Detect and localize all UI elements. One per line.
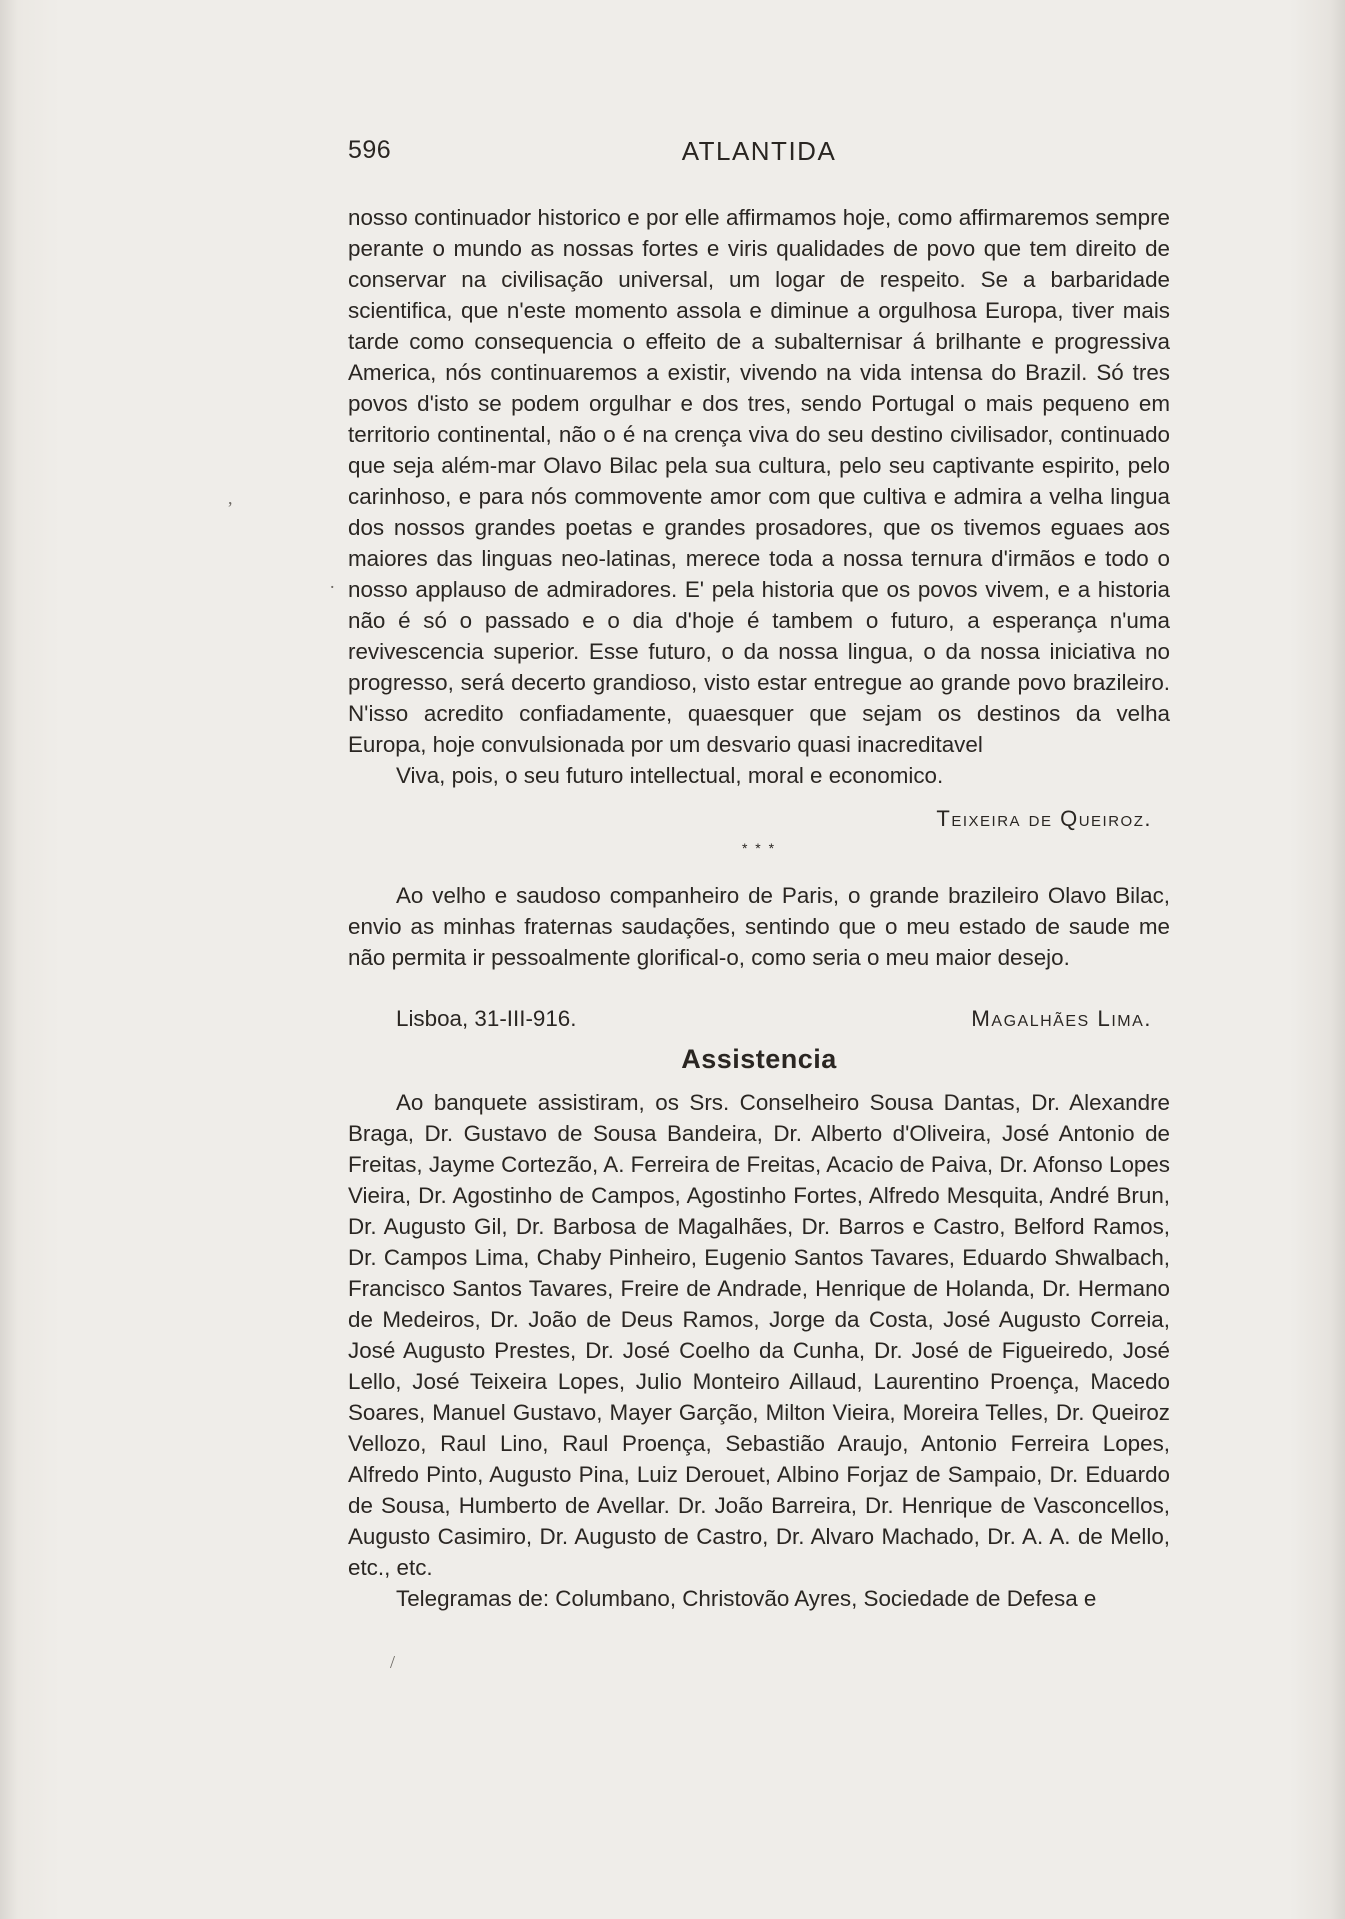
letter1-closing: Viva, pois, o seu futuro intellectual, moral e economico. (396, 763, 944, 788)
place-date: Lisboa, 31-III-916. (396, 1006, 577, 1031)
letter2-paragraph: Ao velho e saudoso companheiro de Paris, o grande brazileiro Olavo Bilac, envio as minhas fraternas saudações, sentindo que o meu estado de saude me não permita ir pessoalmente glorifical-o, como seria o meu maior desejo. (348, 883, 1170, 970)
print-speck: / (390, 1652, 396, 1672)
print-speck: , (228, 488, 233, 508)
running-title: ATLANTIDA (681, 136, 837, 166)
page-number: 596 (348, 136, 392, 164)
attendees-paragraph: Ao banquete assistiram, os Srs. Conselheiro Sousa Dantas, Dr. Alexandre Braga, Dr. Gustavo de Sousa Bandeira, Dr. Alberto d'Oliveira, José Antonio de Freitas, Jayme Cortezão, A. Ferreira de Freitas, Acacio de Paiva, Dr. Afonso Lopes Vieira, Dr. Agostinho de Campos, Agostinho Fortes, Alfredo Mesquita, André Brun, Dr. Augusto Gil, Dr. Barbosa de Magalhães, Dr. Barros e Castro, Belford Ramos, Dr. Campos Lima, Chaby Pinheiro, Eugenio Santos Tavares, Eduardo Shwalbach, Francisco Santos Tavares, Freire de Andrade, Henrique de Holanda, Dr. Hermano de Medeiros, Dr. João de Deus Ramos, Jorge da Costa, José Augusto Correia, José Augusto Prestes, Dr. José Coelho da Cunha, Dr. José de Figueiredo, José Lello, José Teixeira Lopes, Julio Monteiro Aillaud, Laurentino Proença, Macedo Soares, Manuel Gustavo, Mayer Garção, Milton Vieira, Moreira Telles, Dr. Queiroz Vellozo, Raul Lino, Raul Proença, Sebastião Araujo, Antonio Ferreira Lopes, Alfredo Pinto, Augusto Pina, Luiz Derouet, Albino Forjaz de Sampaio, Dr. Eduardo de Sousa, Humberto de Avellar. Dr. João Barreira, Dr. Henrique de Vasconcellos, Augusto Casimiro, Dr. Augusto de Castro, Dr. Alvaro Machado, Dr. A. A. de Mello, etc., etc. (348, 1090, 1170, 1580)
telegrams-paragraph: Telegramas de: Columbano, Christovão Ayres, Sociedade de Defesa e (396, 1586, 1097, 1611)
signature-magalhaes: Magalhães Lima. (971, 1006, 1152, 1031)
letter1-paragraph: nosso continuador historico e por elle affirmamos hoje, como affirmaremos sempre perante o mundo as nossas fortes e viris qualidades de povo que tem direito de conservar na civilisação universal, um logar de respeito. Se a barbaridade scientifica, que n'este momento assola e diminue a orgulhosa Europa, tiver mais tarde como consequencia o effeito de a subalternisar á brilhante e progressiva America, nós continuaremos a existir, vivendo na vida intensa do Brazil. Só tres povos d'isto se podem orgulhar e dos tres, sendo Portugal o mais pequeno em territorio continental, não o é na crença viva do seu destino civilisador, continuado que seja além-mar Olavo Bilac pela sua cultura, pelo seu captivante espirito, pelo carinhoso, e para nós commovente amor com que cultiva e admira a velha lingua dos nossos grandes poetas e grandes prosadores, que os tivemos eguaes aos maiores das linguas neo-latinas, merece toda a nossa ternura d'irmãos e todo o nosso applauso de admiradores. E' pela historia que os povos vivem, e a historia não é só o passado e o dia d'hoje é tambem o futuro, a esperança n'uma revivescencia superior. Esse futuro, o da nossa lingua, o da nossa iniciativa no progresso, será decerto grandioso, visto estar entregue ao grande povo brazileiro. N'isso acredito confiadamente, quaesquer que sejam os destinos da velha Europa, hoje convulsionada por um desvario quasi inacreditavel (348, 205, 1170, 757)
page-header (348, 136, 1170, 172)
page-body (348, 202, 1170, 1614)
print-speck: . (330, 572, 335, 592)
signature-teixeira: Teixeira de Queiroz. (936, 806, 1152, 831)
section-title: Assistencia (681, 1044, 837, 1074)
asterism-separator: * * * (741, 840, 777, 856)
place-date-line (348, 1003, 1170, 1034)
